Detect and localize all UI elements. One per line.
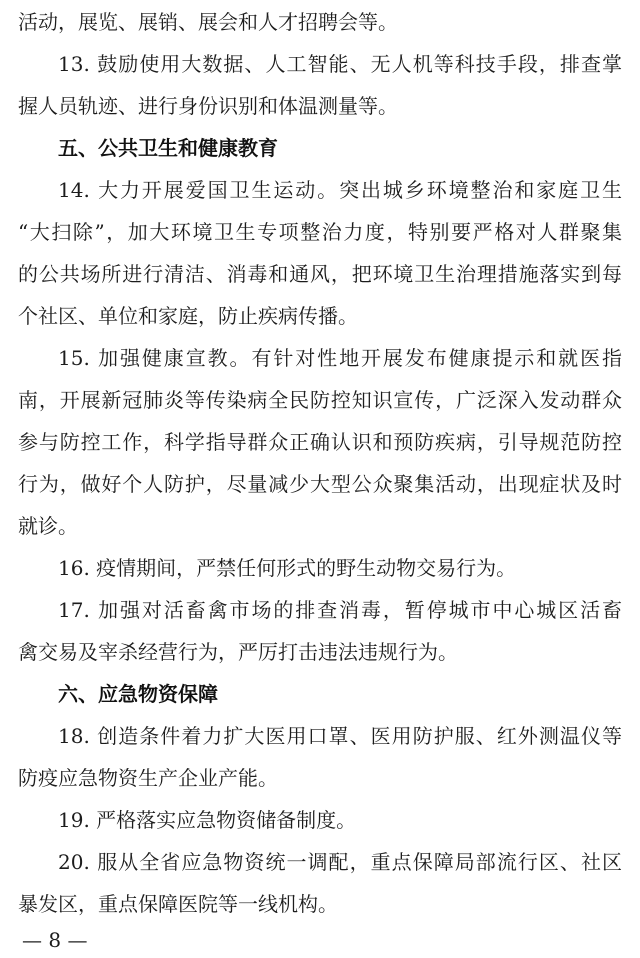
paragraph-line: 的公共场所进行清洁、消毒和通风，把环境卫生治理措施落实到每 bbox=[18, 262, 622, 286]
paragraph-14 bbox=[18, 169, 622, 337]
paragraph-line: 个社区、单位和家庭，防止疾病传播。 bbox=[18, 304, 358, 328]
paragraph-line: 18. 创造条件着力扩大医用口罩、医用防护服、红外测温仪等 bbox=[58, 724, 622, 748]
paragraph-line: “大扫除”，加大环境卫生专项整治力度，特别要严格对人群聚集 bbox=[18, 220, 622, 244]
paragraph-line: 暴发区，重点保障医院等一线机构。 bbox=[18, 892, 338, 916]
paragraph-line: 防疫应急物资生产企业产能。 bbox=[18, 766, 278, 790]
paragraph-line: 20. 服从全省应急物资统一调配，重点保障局部流行区、社区 bbox=[58, 850, 622, 874]
paragraph-13 bbox=[18, 43, 622, 127]
paragraph-line: 16. 疫情期间，严禁任何形式的野生动物交易行为。 bbox=[58, 556, 517, 580]
paragraph-19 bbox=[18, 799, 622, 841]
paragraph-17 bbox=[18, 589, 622, 673]
paragraph-line: 15. 加强健康宣教。有针对性地开展发布健康提示和就医指 bbox=[58, 346, 622, 370]
paragraph-line: 13. 鼓励使用大数据、人工智能、无人机等科技手段，排查掌 bbox=[58, 52, 622, 76]
paragraph-18 bbox=[18, 715, 622, 799]
section-heading-emergency-supplies: 六、应急物资保障 bbox=[58, 682, 218, 706]
document-body bbox=[18, 1, 622, 925]
page-number: — 8 — bbox=[22, 928, 88, 952]
paragraph-line: 活动，展览、展销、展会和人才招聘会等。 bbox=[18, 10, 398, 34]
paragraph-15 bbox=[18, 337, 622, 547]
section-heading-public-health: 五、公共卫生和健康教育 bbox=[58, 136, 278, 160]
paragraph-line: 就诊。 bbox=[18, 514, 78, 538]
paragraph-line: 14. 大力开展爱国卫生运动。突出城乡环境整治和家庭卫生 bbox=[58, 178, 622, 202]
paragraph-line: 南，开展新冠肺炎等传染病全民防控知识宣传，广泛深入发动群众 bbox=[18, 388, 622, 412]
paragraph-line: 19. 严格落实应急物资储备制度。 bbox=[58, 808, 357, 832]
paragraph-line: 17. 加强对活畜禽市场的排查消毒，暂停城市中心城区活畜 bbox=[58, 598, 622, 622]
paragraph-line: 握人员轨迹、进行身份识别和体温测量等。 bbox=[18, 94, 398, 118]
paragraph-line: 参与防控工作，科学指导群众正确认识和预防疾病，引导规范防控 bbox=[18, 430, 622, 454]
paragraph-16 bbox=[18, 547, 622, 589]
paragraph-line: 行为，做好个人防护，尽量减少大型公众聚集活动，出现症状及时 bbox=[18, 472, 622, 496]
paragraph-line: 禽交易及宰杀经营行为，严厉打击违法违规行为。 bbox=[18, 640, 458, 664]
paragraph-continued bbox=[18, 1, 622, 43]
paragraph-20 bbox=[18, 841, 622, 925]
